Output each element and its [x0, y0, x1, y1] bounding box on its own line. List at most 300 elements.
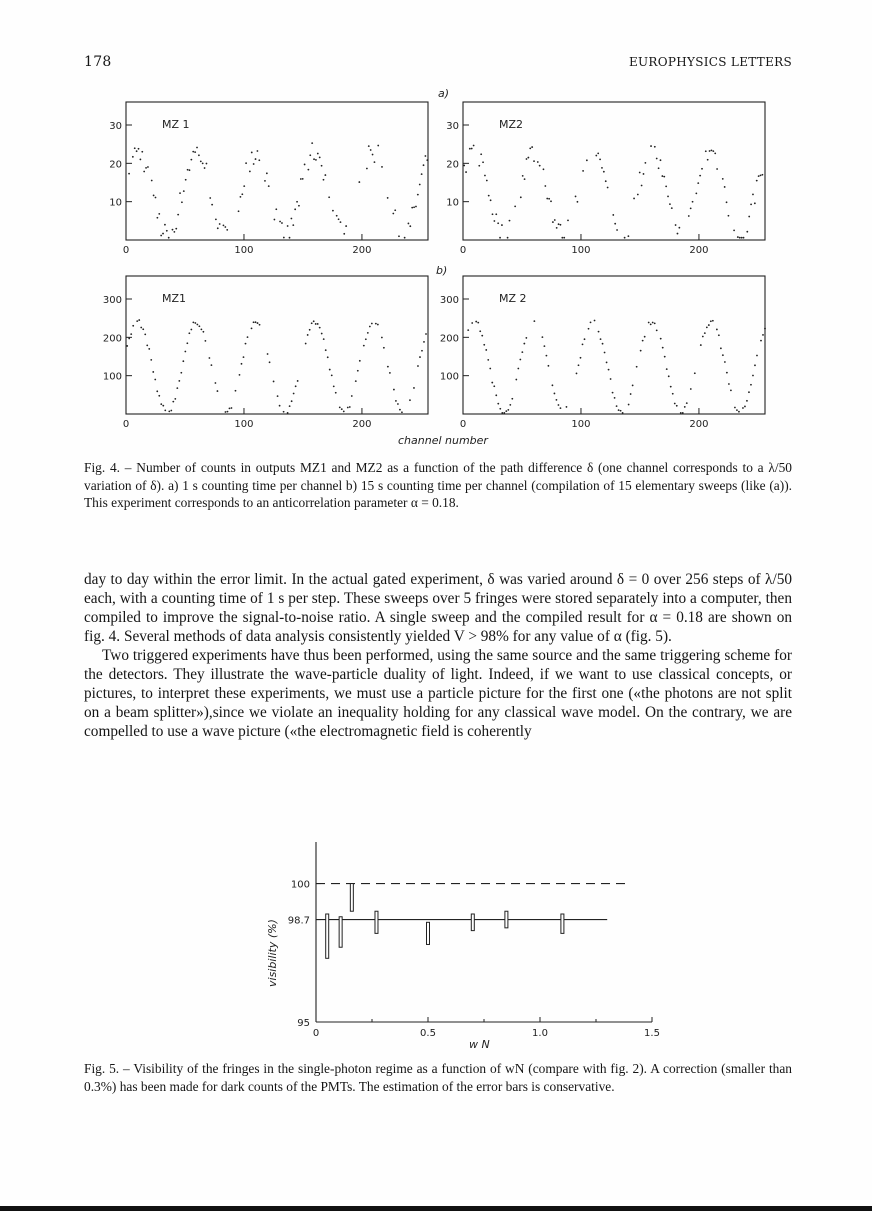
data-point	[231, 407, 233, 409]
data-point	[485, 349, 487, 351]
x-tick-label: 0	[122, 419, 130, 430]
plot-a-mz2	[446, 102, 765, 256]
data-point	[744, 406, 746, 408]
data-point	[387, 197, 389, 199]
data-point	[321, 165, 323, 167]
data-point	[331, 375, 333, 377]
data-point	[421, 173, 423, 175]
data-point	[533, 320, 535, 322]
data-point	[130, 333, 132, 335]
data-point	[319, 157, 321, 159]
data-point	[368, 145, 370, 147]
data-point	[365, 338, 367, 340]
page-bottom-edge	[0, 1206, 872, 1211]
data-point	[480, 153, 482, 155]
data-point	[497, 222, 499, 224]
data-point	[158, 395, 160, 397]
figure-5-caption: Fig. 5. – Visibility of the fringes in the single-photon regime as a function of wN (compare with fig. 2). A correction (smaller than 0.3%) has been made for dark counts of the PMTs. The estimation of the error bars is conservative.	[84, 1061, 792, 1094]
data-point	[264, 180, 266, 182]
data-point	[662, 347, 664, 349]
y-tick-label: 100	[290, 879, 310, 891]
data-point	[639, 172, 641, 174]
data-point	[701, 168, 703, 170]
data-point	[630, 393, 632, 395]
data-point	[323, 179, 325, 181]
data-point	[754, 364, 756, 366]
data-point	[640, 350, 642, 352]
data-point	[716, 168, 718, 170]
data-point	[313, 320, 315, 322]
data-point	[415, 206, 417, 208]
data-point	[746, 231, 748, 233]
y-tick-label: 98.7	[287, 915, 310, 927]
data-point	[332, 210, 334, 212]
data-point	[586, 159, 588, 161]
data-point	[760, 174, 762, 176]
data-point	[666, 368, 668, 370]
data-point	[155, 197, 157, 199]
data-point	[369, 326, 371, 328]
data-point	[663, 176, 665, 178]
data-point	[558, 404, 560, 406]
data-point	[192, 321, 194, 323]
x-tick-label: 100	[234, 419, 254, 430]
data-point	[313, 158, 315, 160]
y-tick-label: 300	[439, 295, 459, 306]
data-point	[357, 370, 359, 372]
data-point	[493, 220, 495, 222]
data-point	[291, 400, 293, 402]
x-tick-label: 1.5	[644, 1028, 660, 1039]
data-point	[760, 340, 762, 342]
data-point	[148, 348, 150, 350]
data-point	[240, 196, 242, 198]
data-point	[143, 171, 145, 173]
data-point	[644, 336, 646, 338]
data-point	[482, 161, 484, 163]
panel-title: MZ2	[499, 118, 524, 131]
data-point	[401, 411, 403, 413]
data-point	[336, 215, 338, 217]
data-point	[156, 217, 158, 219]
data-point	[636, 366, 638, 368]
data-point	[677, 233, 679, 235]
data-point	[134, 147, 136, 149]
error-bar	[505, 911, 508, 928]
data-point	[180, 372, 182, 374]
data-point	[371, 323, 373, 325]
data-point	[325, 349, 327, 351]
data-point	[297, 380, 299, 382]
data-point	[138, 319, 140, 321]
data-point	[576, 373, 578, 375]
data-point	[612, 392, 614, 394]
data-point	[718, 334, 720, 336]
data-point	[537, 161, 539, 163]
data-point	[141, 151, 143, 153]
data-point	[487, 359, 489, 361]
data-point	[255, 321, 257, 323]
data-point	[142, 328, 144, 330]
data-point	[164, 409, 166, 411]
data-point	[275, 208, 277, 210]
data-point	[317, 323, 319, 325]
data-point	[174, 398, 176, 400]
data-point	[202, 331, 204, 333]
data-point	[489, 368, 491, 370]
data-point	[548, 198, 550, 200]
data-point	[604, 352, 606, 354]
data-point	[398, 235, 400, 237]
data-point	[274, 219, 276, 221]
x-tick-label: 0	[122, 245, 130, 256]
data-point	[196, 147, 198, 149]
data-point	[128, 173, 130, 175]
data-point	[578, 364, 580, 366]
data-point	[477, 322, 479, 324]
data-point	[670, 386, 672, 388]
data-point	[425, 333, 427, 335]
data-point	[404, 237, 406, 239]
x-tick-label: 100	[234, 245, 254, 256]
data-point	[138, 148, 140, 150]
body-text	[84, 570, 792, 741]
plot-b-mz1	[103, 276, 428, 430]
data-point	[714, 152, 716, 154]
data-point	[641, 185, 643, 187]
data-point	[328, 196, 330, 198]
data-point	[283, 411, 285, 413]
data-point	[603, 171, 605, 173]
data-point	[215, 219, 217, 221]
data-point	[633, 198, 635, 200]
data-point	[707, 159, 709, 161]
data-point	[317, 153, 319, 155]
data-point	[329, 369, 331, 371]
data-point	[375, 323, 377, 325]
data-point	[561, 237, 563, 239]
data-point	[660, 338, 662, 340]
data-point	[704, 332, 706, 334]
data-point	[423, 341, 425, 343]
data-point	[426, 159, 428, 161]
data-point	[372, 154, 374, 156]
data-point	[650, 323, 652, 325]
data-point	[501, 412, 503, 414]
data-point	[605, 180, 607, 182]
data-point	[529, 147, 531, 149]
x-tick-label: 200	[352, 245, 372, 256]
data-point	[217, 390, 219, 392]
data-point	[737, 236, 739, 238]
data-point	[268, 185, 270, 187]
data-point	[393, 389, 395, 391]
data-point	[678, 227, 680, 229]
data-point	[734, 407, 736, 409]
data-point	[209, 197, 211, 199]
data-point	[523, 343, 525, 345]
data-point	[730, 390, 732, 392]
data-point	[377, 324, 379, 326]
plot-b-mz2	[440, 276, 766, 430]
data-point	[465, 171, 467, 173]
data-point	[632, 385, 634, 387]
data-point	[211, 204, 213, 206]
data-point	[526, 158, 528, 160]
data-point	[612, 214, 614, 216]
data-point	[279, 405, 281, 407]
data-point	[690, 388, 692, 390]
data-point	[521, 351, 523, 353]
data-point	[367, 332, 369, 334]
data-point	[738, 411, 740, 413]
data-point	[224, 226, 226, 228]
error-bar	[350, 884, 353, 912]
data-point	[522, 175, 524, 177]
data-point	[473, 145, 475, 147]
data-point	[525, 337, 527, 339]
data-point	[511, 398, 513, 400]
data-point	[495, 394, 497, 396]
error-bar	[375, 911, 378, 933]
data-point	[335, 392, 337, 394]
data-point	[202, 162, 204, 164]
data-point	[741, 237, 743, 239]
data-point	[315, 159, 317, 161]
data-point	[190, 329, 192, 331]
data-point	[370, 149, 372, 151]
x-tick-label: 100	[571, 245, 591, 256]
data-point	[644, 162, 646, 164]
data-point	[481, 335, 483, 337]
data-point	[175, 228, 177, 230]
data-point	[658, 167, 660, 169]
data-point	[408, 223, 410, 225]
data-point	[762, 334, 764, 336]
data-point	[736, 409, 738, 411]
data-point	[548, 365, 550, 367]
data-point	[588, 328, 590, 330]
data-point	[411, 207, 413, 209]
data-point	[463, 165, 465, 167]
data-point	[381, 166, 383, 168]
x-tick-label: 200	[352, 419, 372, 430]
data-point	[642, 340, 644, 342]
data-point	[243, 356, 245, 358]
y-tick-label: 95	[297, 1018, 310, 1029]
data-point	[170, 410, 172, 412]
data-point	[618, 409, 620, 411]
data-point	[602, 343, 604, 345]
data-point	[607, 187, 609, 189]
data-point	[594, 320, 596, 322]
data-point	[467, 329, 469, 331]
data-point	[307, 169, 309, 171]
data-point	[486, 180, 488, 182]
data-point	[194, 151, 196, 153]
data-point	[181, 201, 183, 203]
data-point	[722, 354, 724, 356]
data-point	[764, 328, 766, 330]
x-axis-label: w N	[469, 1038, 490, 1050]
data-point	[499, 237, 501, 239]
data-point	[709, 150, 711, 152]
data-point	[758, 175, 760, 177]
data-point	[307, 334, 309, 336]
data-point	[287, 412, 289, 414]
data-point	[421, 350, 423, 352]
data-point	[505, 410, 507, 412]
data-point	[748, 216, 750, 218]
y-tick-label: 30	[446, 121, 459, 132]
data-point	[413, 387, 415, 389]
data-point	[251, 327, 253, 329]
y-tick-label: 100	[102, 371, 122, 383]
data-point	[185, 179, 187, 181]
data-point	[563, 237, 565, 239]
data-point	[577, 201, 579, 203]
data-point	[151, 180, 153, 182]
data-point	[304, 164, 306, 166]
data-point	[614, 397, 616, 399]
data-point	[515, 379, 517, 381]
data-point	[514, 205, 516, 207]
data-point	[273, 381, 275, 383]
data-point	[164, 224, 166, 226]
data-point	[620, 410, 622, 412]
data-point	[302, 178, 304, 180]
data-point	[397, 403, 399, 405]
data-point	[289, 405, 291, 407]
data-point	[389, 372, 391, 374]
data-point	[616, 229, 618, 231]
data-point	[575, 196, 577, 198]
data-point	[716, 329, 718, 331]
data-point	[507, 237, 509, 239]
data-point	[667, 196, 669, 198]
data-point	[251, 152, 253, 154]
data-point	[166, 230, 168, 232]
data-point	[190, 159, 192, 161]
data-point	[215, 382, 217, 384]
data-point	[648, 322, 650, 324]
data-point	[417, 365, 419, 367]
data-point	[311, 142, 313, 144]
data-point	[321, 333, 323, 335]
data-point	[627, 235, 629, 237]
data-point	[374, 161, 376, 163]
data-point	[692, 201, 694, 203]
data-point	[249, 171, 251, 173]
data-point	[628, 404, 630, 406]
data-point	[253, 163, 255, 165]
data-point	[743, 237, 745, 239]
data-point	[381, 337, 383, 339]
data-point	[226, 229, 228, 231]
data-point	[196, 324, 198, 326]
data-point	[298, 205, 300, 207]
data-point	[492, 213, 494, 215]
data-point	[697, 182, 699, 184]
data-point	[204, 340, 206, 342]
data-point	[239, 374, 241, 376]
data-point	[315, 323, 317, 325]
data-point	[608, 369, 610, 371]
data-point	[257, 322, 259, 324]
data-point	[419, 356, 421, 358]
x-axis-label: channel number	[398, 434, 488, 447]
data-point	[643, 173, 645, 175]
x-tick-label: 0	[312, 1028, 320, 1039]
data-point	[541, 336, 543, 338]
data-point	[227, 411, 229, 413]
data-point	[211, 364, 213, 366]
data-point	[245, 343, 247, 345]
data-point	[259, 324, 261, 326]
data-point	[720, 347, 722, 349]
data-point	[699, 175, 701, 177]
y-tick-label: 10	[446, 197, 459, 209]
data-point	[754, 202, 756, 204]
panel-b-label: b)	[436, 264, 448, 277]
data-point	[533, 160, 535, 162]
data-point	[145, 167, 147, 169]
data-point	[501, 224, 503, 226]
data-point	[395, 400, 397, 402]
error-bar	[471, 914, 474, 931]
data-point	[680, 412, 682, 414]
data-point	[229, 407, 231, 409]
data-point	[296, 201, 298, 203]
data-point	[616, 405, 618, 407]
data-point	[598, 331, 600, 333]
data-point	[671, 207, 673, 209]
data-point	[187, 169, 189, 171]
data-point	[597, 152, 599, 154]
data-point	[567, 220, 569, 222]
data-point	[241, 193, 243, 195]
data-point	[266, 172, 268, 174]
data-point	[471, 148, 473, 150]
data-point	[469, 148, 471, 150]
data-point	[712, 150, 714, 152]
data-point	[546, 355, 548, 357]
data-point	[599, 158, 601, 160]
data-point	[394, 209, 396, 211]
data-point	[752, 194, 754, 196]
data-point	[507, 409, 509, 411]
data-point	[705, 150, 707, 152]
data-point	[359, 360, 361, 362]
data-point	[637, 194, 639, 196]
data-point	[245, 162, 247, 164]
data-point	[425, 155, 427, 157]
data-point	[177, 214, 179, 216]
data-point	[392, 213, 394, 215]
data-point	[277, 395, 279, 397]
data-point	[527, 157, 529, 159]
data-point	[724, 361, 726, 363]
data-point	[243, 185, 245, 187]
data-point	[327, 356, 329, 358]
data-point	[409, 225, 411, 227]
data-point	[746, 400, 748, 402]
data-point	[168, 410, 170, 412]
plot-a-mz1	[109, 102, 428, 256]
data-point	[733, 229, 735, 231]
data-point	[257, 150, 259, 152]
data-point	[294, 208, 296, 210]
